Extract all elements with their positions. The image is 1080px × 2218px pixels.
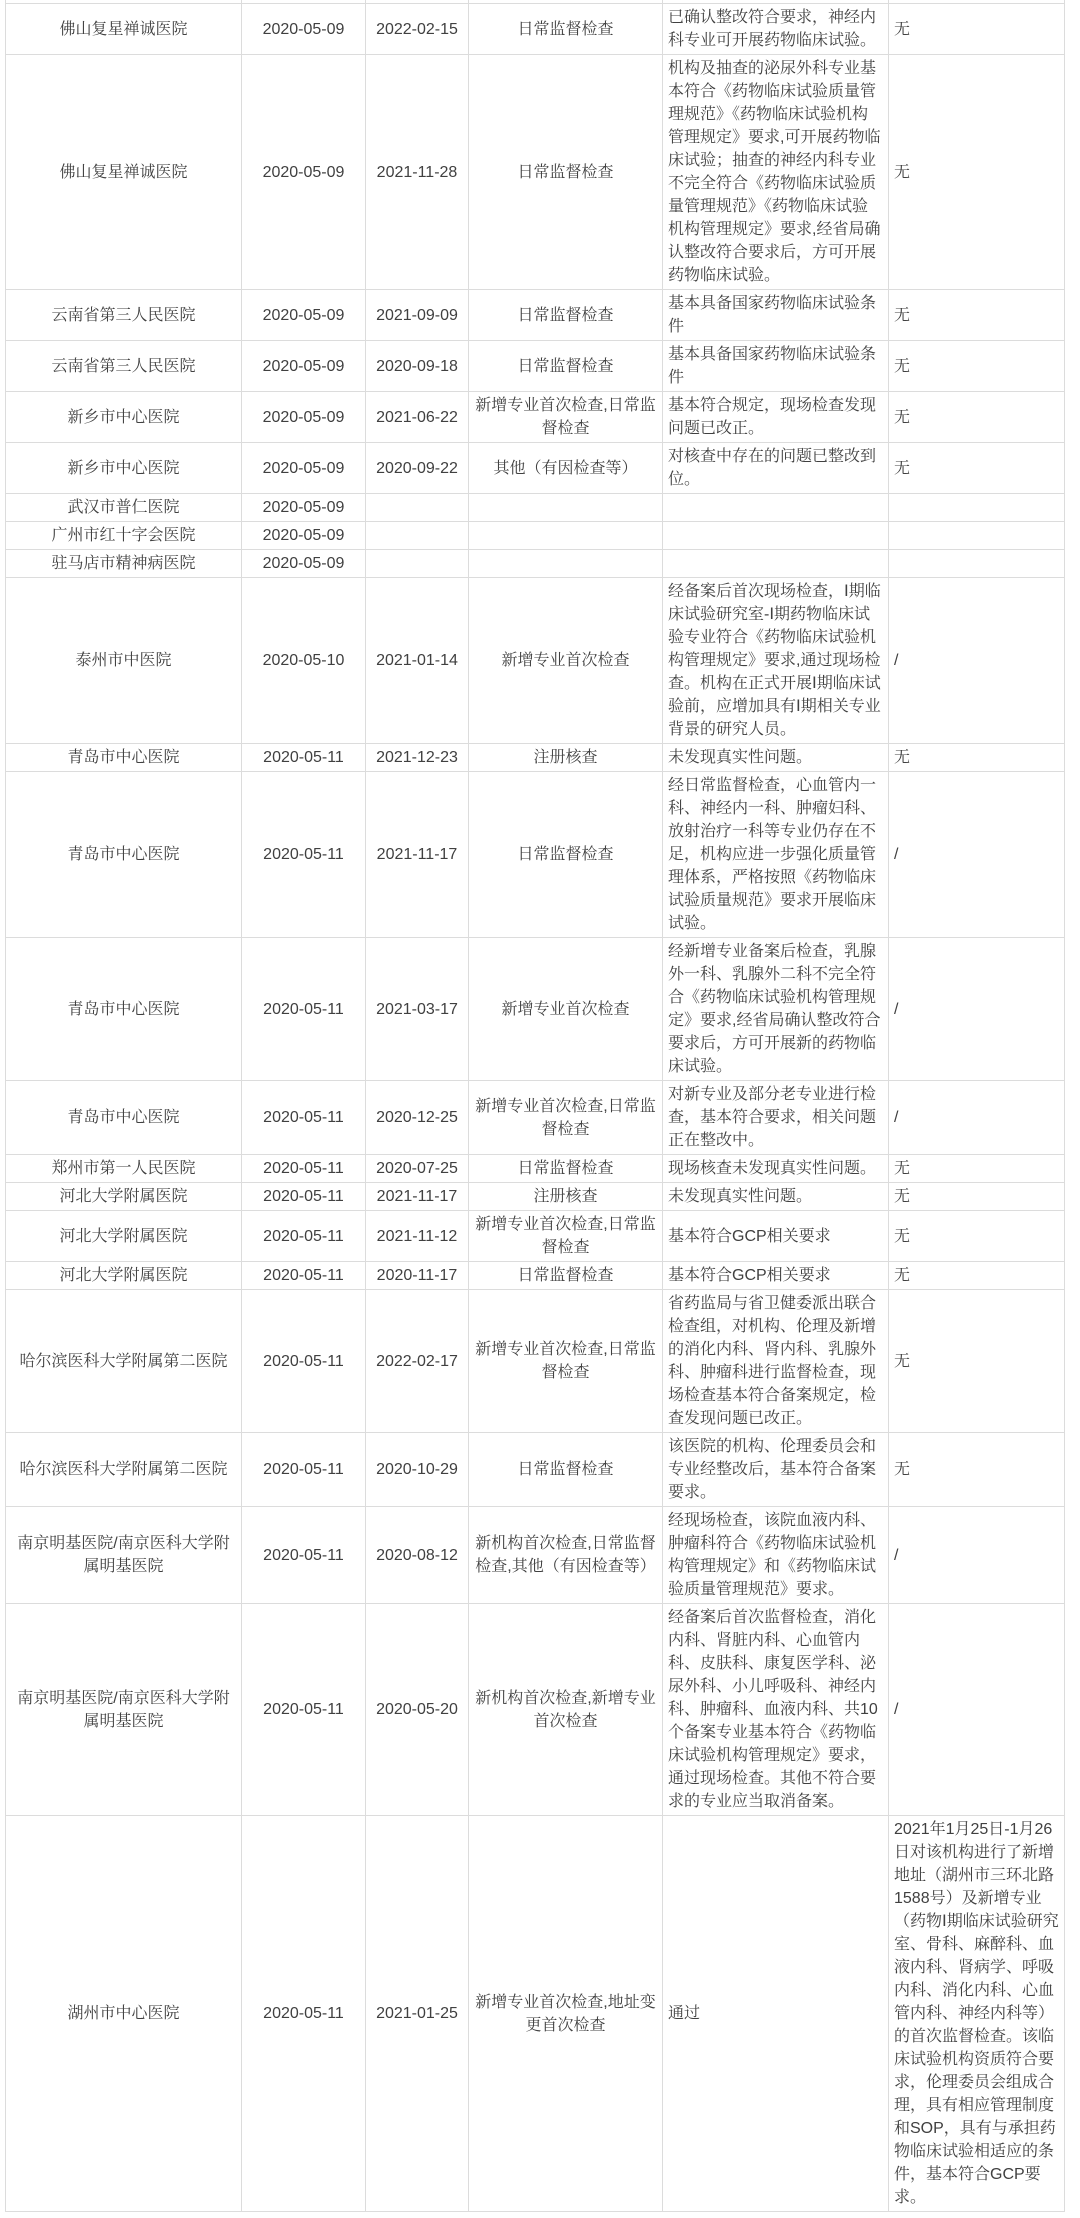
table-row [6,1183,1065,1211]
cell-inspection-type [469,522,663,550]
cell-hospital-name: 青岛市中心医院 [6,744,242,772]
table-row [6,4,1065,55]
table-row [6,522,1065,550]
cell-hospital-name: 河北大学附属医院 [6,1211,242,1262]
table-row [6,443,1065,494]
cell-note: 无 [889,392,1065,443]
cell-inspection-type: 新机构首次检查,新增专业首次检查 [469,1604,663,1816]
cell-inspection-date [366,522,469,550]
cell-note [889,522,1065,550]
cell-filing-date: 2020-05-10 [242,578,366,744]
cell-result [663,494,889,522]
cell-hospital-name: 哈尔滨医科大学附属第二医院 [6,1433,242,1507]
cell-result: 经现场检查，该院血液内科、肿瘤科符合《药物临床试验机构管理规定》和《药物临床试验质量管理规范》要求。 [663,1507,889,1604]
cell-inspection-date: 2021-09-09 [366,290,469,341]
cell-result: 该医院的机构、伦理委员会和专业经整改后，基本符合备案要求。 [663,1433,889,1507]
cell-note: 无 [889,744,1065,772]
cell-inspection-date [366,494,469,522]
cell-note: 无 [889,1183,1065,1211]
cell-note: / [889,1507,1065,1604]
cell-filing-date: 2020-05-11 [242,1507,366,1604]
cell-inspection-date: 2020-09-22 [366,443,469,494]
cell-hospital-name: 青岛市中心医院 [6,772,242,938]
table-row [6,290,1065,341]
cell-inspection-type: 日常监督检查 [469,290,663,341]
cell-result: 基本具备国家药物临床试验条件 [663,341,889,392]
cell-result: 省药监局与省卫健委派出联合检查组，对机构、伦理及新增的消化内科、肾内科、乳腺外科、肿瘤科进行监督检查，现场检查基本符合备案规定，检查发现问题已改正。 [663,1290,889,1433]
cell-note: / [889,1604,1065,1816]
cell-hospital-name: 佛山复星禅诚医院 [6,55,242,290]
cell-note: 2021年1月25日-1月26日对该机构进行了新增地址（湖州市三环北路1588号）及新增专业（药物Ⅰ期临床试验研究室、骨科、麻醉科、血液内科、肾病学、呼吸内科、消化内科、心血管内科、神经内科等）的首次监督检查。该临床试验机构资质符合要求，伦理委员会组成合理，具有相应管理制度和SOP，具有与承担药物临床试验相适应的条件，基本符合GCP要求。 [889,1816,1065,2212]
inspection-table [5,0,1065,2212]
cell-inspection-date: 2022-02-17 [366,1290,469,1433]
cell-hospital-name: 佛山复星禅诚医院 [6,4,242,55]
cell-result: 现场核查未发现真实性问题。 [663,1155,889,1183]
cell-inspection-date: 2021-01-14 [366,578,469,744]
cell-filing-date: 2020-05-11 [242,1211,366,1262]
cell-inspection-date: 2020-08-12 [366,1507,469,1604]
cell-filing-date: 2020-05-09 [242,55,366,290]
cell-inspection-type: 日常监督检查 [469,55,663,290]
cell-result: 基本符合规定，现场检查发现问题已改正。 [663,392,889,443]
cell-inspection-date: 2020-07-25 [366,1155,469,1183]
table-row [6,1816,1065,2212]
cell-note: 无 [889,1262,1065,1290]
cell-hospital-name: 青岛市中心医院 [6,938,242,1081]
cell-inspection-date: 2021-12-23 [366,744,469,772]
table-row [6,1262,1065,1290]
cell-hospital-name: 哈尔滨医科大学附属第二医院 [6,1290,242,1433]
cell-note: / [889,772,1065,938]
cell-filing-date: 2020-05-11 [242,1262,366,1290]
cell-inspection-date: 2020-05-20 [366,1604,469,1816]
cell-filing-date: 2020-05-11 [242,1290,366,1433]
table-row [6,1081,1065,1155]
cell-hospital-name: 河北大学附属医院 [6,1183,242,1211]
cell-result: 基本具备国家药物临床试验条件 [663,290,889,341]
cell-filing-date: 2020-05-09 [242,290,366,341]
cell-hospital-name: 广州市红十字会医院 [6,522,242,550]
cell-filing-date: 2020-05-09 [242,550,366,578]
cell-note: 无 [889,1433,1065,1507]
table-row [6,1433,1065,1507]
cell-filing-date: 2020-05-11 [242,1433,366,1507]
cell-result: 机构及抽查的泌尿外科专业基本符合《药物临床试验质量管理规范》《药物临床试验机构管理规定》要求,可开展药物临床试验；抽查的神经内科专业不完全符合《药物临床试验质量管理规范》《药物临床试验机构管理规定》要求,经省局确认整改符合要求后，方可开展药物临床试验。 [663,55,889,290]
cell-hospital-name: 湖州市中心医院 [6,1816,242,2212]
cell-filing-date: 2020-05-09 [242,443,366,494]
table-row [6,392,1065,443]
cell-inspection-date: 2020-12-25 [366,1081,469,1155]
cell-result: 通过 [663,1816,889,2212]
cell-inspection-date: 2021-11-12 [366,1211,469,1262]
cell-inspection-date: 2020-09-18 [366,341,469,392]
cell-filing-date: 2020-05-09 [242,4,366,55]
cell-result: 经备案后首次现场检查，Ⅰ期临床试验研究室-Ⅰ期药物临床试验专业符合《药物临床试验机构管理规定》要求,通过现场检查。机构在正式开展Ⅰ期临床试验前，应增加具有Ⅰ期相关专业背景的研究人员。 [663,578,889,744]
cell-inspection-date: 2021-06-22 [366,392,469,443]
cell-filing-date: 2020-05-09 [242,341,366,392]
cell-result: 未发现真实性问题。 [663,1183,889,1211]
cell-hospital-name: 武汉市普仁医院 [6,494,242,522]
table-row [6,1211,1065,1262]
cell-inspection-type: 日常监督检查 [469,1155,663,1183]
cell-note: 无 [889,1211,1065,1262]
cell-inspection-type: 新增专业首次检查,日常监督检查 [469,1290,663,1433]
cell-inspection-type: 日常监督检查 [469,772,663,938]
cell-filing-date: 2020-05-11 [242,1816,366,2212]
cell-result: 基本符合GCP相关要求 [663,1262,889,1290]
cell-note: 无 [889,4,1065,55]
cell-result: 经日常监督检查，心血管内一科、神经内一科、肿瘤妇科、放射治疗一科等专业仍存在不足，机构应进一步强化质量管理体系，严格按照《药物临床试验质量规范》要求开展临床试验。 [663,772,889,938]
table-row [6,1507,1065,1604]
cell-inspection-date: 2020-10-29 [366,1433,469,1507]
cell-hospital-name: 南京明基医院/南京医科大学附属明基医院 [6,1507,242,1604]
cell-result: 经备案后首次监督检查，消化内科、肾脏内科、心血管内科、皮肤科、康复医学科、泌尿外科、小儿呼吸科、神经内科、肿瘤科、血液内科、共10个备案专业基本符合《药物临床试验机构管理规定》要求，通过现场检查。其他不符合要求的专业应当取消备案。 [663,1604,889,1816]
cell-result: 已确认整改符合要求，神经内科专业可开展药物临床试验。 [663,4,889,55]
cell-note: / [889,578,1065,744]
cell-inspection-type: 新增专业首次检查,日常监督检查 [469,1081,663,1155]
cell-inspection-date: 2022-02-15 [366,4,469,55]
cell-note: 无 [889,1290,1065,1433]
cell-hospital-name: 驻马店市精神病医院 [6,550,242,578]
cell-inspection-type: 新增专业首次检查,日常监督检查 [469,1211,663,1262]
cell-inspection-type: 新增专业首次检查,日常监督检查 [469,392,663,443]
cell-hospital-name: 郑州市第一人民医院 [6,1155,242,1183]
table-row [6,578,1065,744]
cell-filing-date: 2020-05-09 [242,392,366,443]
cell-inspection-date: 2021-11-17 [366,772,469,938]
cell-filing-date: 2020-05-09 [242,494,366,522]
cell-inspection-type [469,494,663,522]
cell-note [889,550,1065,578]
table-row [6,1290,1065,1433]
cell-result [663,550,889,578]
cell-hospital-name: 青岛市中心医院 [6,1081,242,1155]
table-row [6,1604,1065,1816]
cell-inspection-date [366,550,469,578]
cell-hospital-name: 河北大学附属医院 [6,1262,242,1290]
cell-hospital-name: 新乡市中心医院 [6,443,242,494]
cell-filing-date: 2020-05-11 [242,1081,366,1155]
cell-note: / [889,938,1065,1081]
cell-inspection-date: 2020-11-17 [366,1262,469,1290]
cell-inspection-type: 新增专业首次检查 [469,578,663,744]
table-row [6,55,1065,290]
table-row [6,550,1065,578]
cell-inspection-type: 日常监督检查 [469,1433,663,1507]
cell-inspection-type: 新增专业首次检查 [469,938,663,1081]
cell-hospital-name: 云南省第三人民医院 [6,290,242,341]
cell-result [663,522,889,550]
cell-note: / [889,1081,1065,1155]
cell-result: 基本符合GCP相关要求 [663,1211,889,1262]
cell-note: 无 [889,55,1065,290]
cell-result: 经新增专业备案后检查，乳腺外一科、乳腺外二科不完全符合《药物临床试验机构管理规定》要求,经省局确认整改符合要求后，方可开展新的药物临床试验。 [663,938,889,1081]
cell-inspection-type: 注册核查 [469,1183,663,1211]
cell-note: 无 [889,1155,1065,1183]
cell-result: 对新专业及部分老专业进行检查，基本符合要求，相关问题正在整改中。 [663,1081,889,1155]
cell-filing-date: 2020-05-09 [242,522,366,550]
cell-note: 无 [889,443,1065,494]
cell-inspection-date: 2021-03-17 [366,938,469,1081]
table-row [6,1155,1065,1183]
cell-filing-date: 2020-05-11 [242,1155,366,1183]
cell-inspection-type: 其他（有因检查等） [469,443,663,494]
cell-inspection-date: 2021-01-25 [366,1816,469,2212]
table-row [6,772,1065,938]
cell-hospital-name: 新乡市中心医院 [6,392,242,443]
cell-hospital-name: 南京明基医院/南京医科大学附属明基医院 [6,1604,242,1816]
cell-filing-date: 2020-05-11 [242,938,366,1081]
cell-inspection-type: 新增专业首次检查,地址变更首次检查 [469,1816,663,2212]
cell-inspection-type: 日常监督检查 [469,341,663,392]
table-row [6,341,1065,392]
cell-inspection-type: 注册核查 [469,744,663,772]
cell-result: 未发现真实性问题。 [663,744,889,772]
table-row [6,494,1065,522]
cell-inspection-type [469,550,663,578]
cell-filing-date: 2020-05-11 [242,1604,366,1816]
cell-note: 无 [889,290,1065,341]
cell-inspection-date: 2021-11-28 [366,55,469,290]
cell-inspection-date: 2021-11-17 [366,1183,469,1211]
cell-filing-date: 2020-05-11 [242,772,366,938]
cell-hospital-name: 泰州市中医院 [6,578,242,744]
cell-hospital-name: 云南省第三人民医院 [6,341,242,392]
table-row [6,938,1065,1081]
cell-inspection-type: 新机构首次检查,日常监督检查,其他（有因检查等） [469,1507,663,1604]
cell-note [889,494,1065,522]
cell-filing-date: 2020-05-11 [242,1183,366,1211]
cell-note: 无 [889,341,1065,392]
table-body [6,0,1065,2212]
cell-filing-date: 2020-05-11 [242,744,366,772]
table-row [6,744,1065,772]
cell-inspection-type: 日常监督检查 [469,4,663,55]
cell-result: 对核查中存在的问题已整改到位。 [663,443,889,494]
cell-inspection-type: 日常监督检查 [469,1262,663,1290]
